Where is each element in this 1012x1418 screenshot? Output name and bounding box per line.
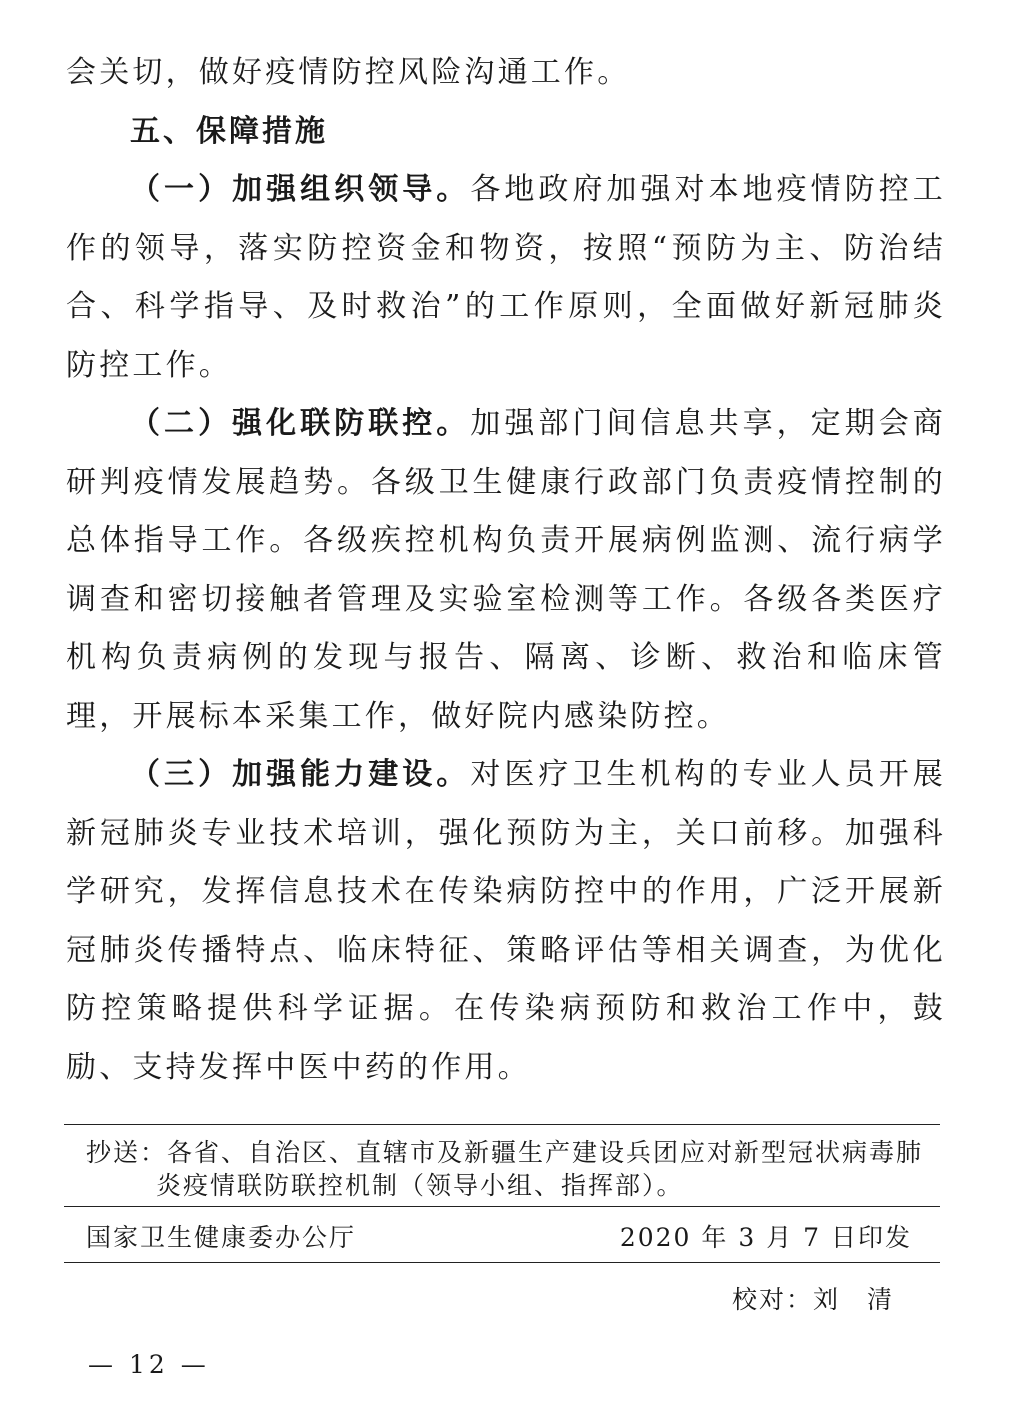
paragraph-heading: （二）强化联防联控。 bbox=[130, 406, 471, 441]
footer-middle-rule bbox=[64, 1206, 940, 1207]
footer-top-rule bbox=[64, 1124, 940, 1125]
paragraph-capacity-building bbox=[66, 746, 946, 1097]
cc-list bbox=[86, 1136, 926, 1202]
footer-bottom-rule bbox=[64, 1262, 940, 1263]
issue-date: 2020 年 3 月 7 日印发 bbox=[619, 1223, 912, 1252]
section-heading: 五、保障措施 bbox=[130, 113, 328, 149]
page-number: — 12 — bbox=[88, 1350, 210, 1379]
cc-line: 抄送：各省、自治区、直辖市及新疆生产建设兵团应对新型冠状病毒肺 bbox=[86, 1138, 924, 1167]
cc-line: 炎疫情联防联控机制（领导小组、指挥部）。 bbox=[156, 1171, 684, 1200]
paragraph-heading: （三）加强能力建设。 bbox=[130, 757, 471, 792]
opening-line: 会关切，做好疫情防控风险沟通工作。 bbox=[66, 55, 631, 90]
paragraph-heading: （一）加强组织领导。 bbox=[130, 172, 471, 207]
issuer-row bbox=[86, 1218, 912, 1254]
paragraph-organization-leadership bbox=[66, 161, 946, 395]
paragraph-joint-prevention bbox=[66, 395, 946, 746]
issuer-name: 国家卫生健康委办公厅 bbox=[86, 1223, 357, 1252]
paragraph-text: 加强部门间信息共享，定期会商研判疫情发展趋势。各级卫生健康行政部门负责疫情控制的总体指导工作。各级疾控机构负责开展病例监测、流行病学调查和密切接触者管理及实验室检测等工作。各级各类医疗机构负责病例的发现与报告、隔离、诊断、救治和临床管理，开展标本采集工作，做好院内感染防控。 bbox=[66, 406, 946, 734]
proofreader: 校对：刘 清 bbox=[732, 1285, 895, 1314]
document-body bbox=[66, 44, 946, 1097]
paragraph-text: 各地政府加强对本地疫情防控工作的领导，落实防控资金和物资，按照“预防为主、防治结合、科学指导、及时救治”的工作原则，全面做好新冠肺炎防控工作。 bbox=[66, 172, 946, 383]
paragraph-text: 对医疗卫生机构的专业人员开展新冠肺炎专业技术培训，强化预防为主，关口前移。加强科学研究，发挥信息技术在传染病防控中的作用，广泛开展新冠肺炎传播特点、临床特征、策略评估等相关调查，为优化防控策略提供科学证据。在传染病预防和救治工作中，鼓励、支持发挥中医中药的作用。 bbox=[66, 757, 946, 1085]
